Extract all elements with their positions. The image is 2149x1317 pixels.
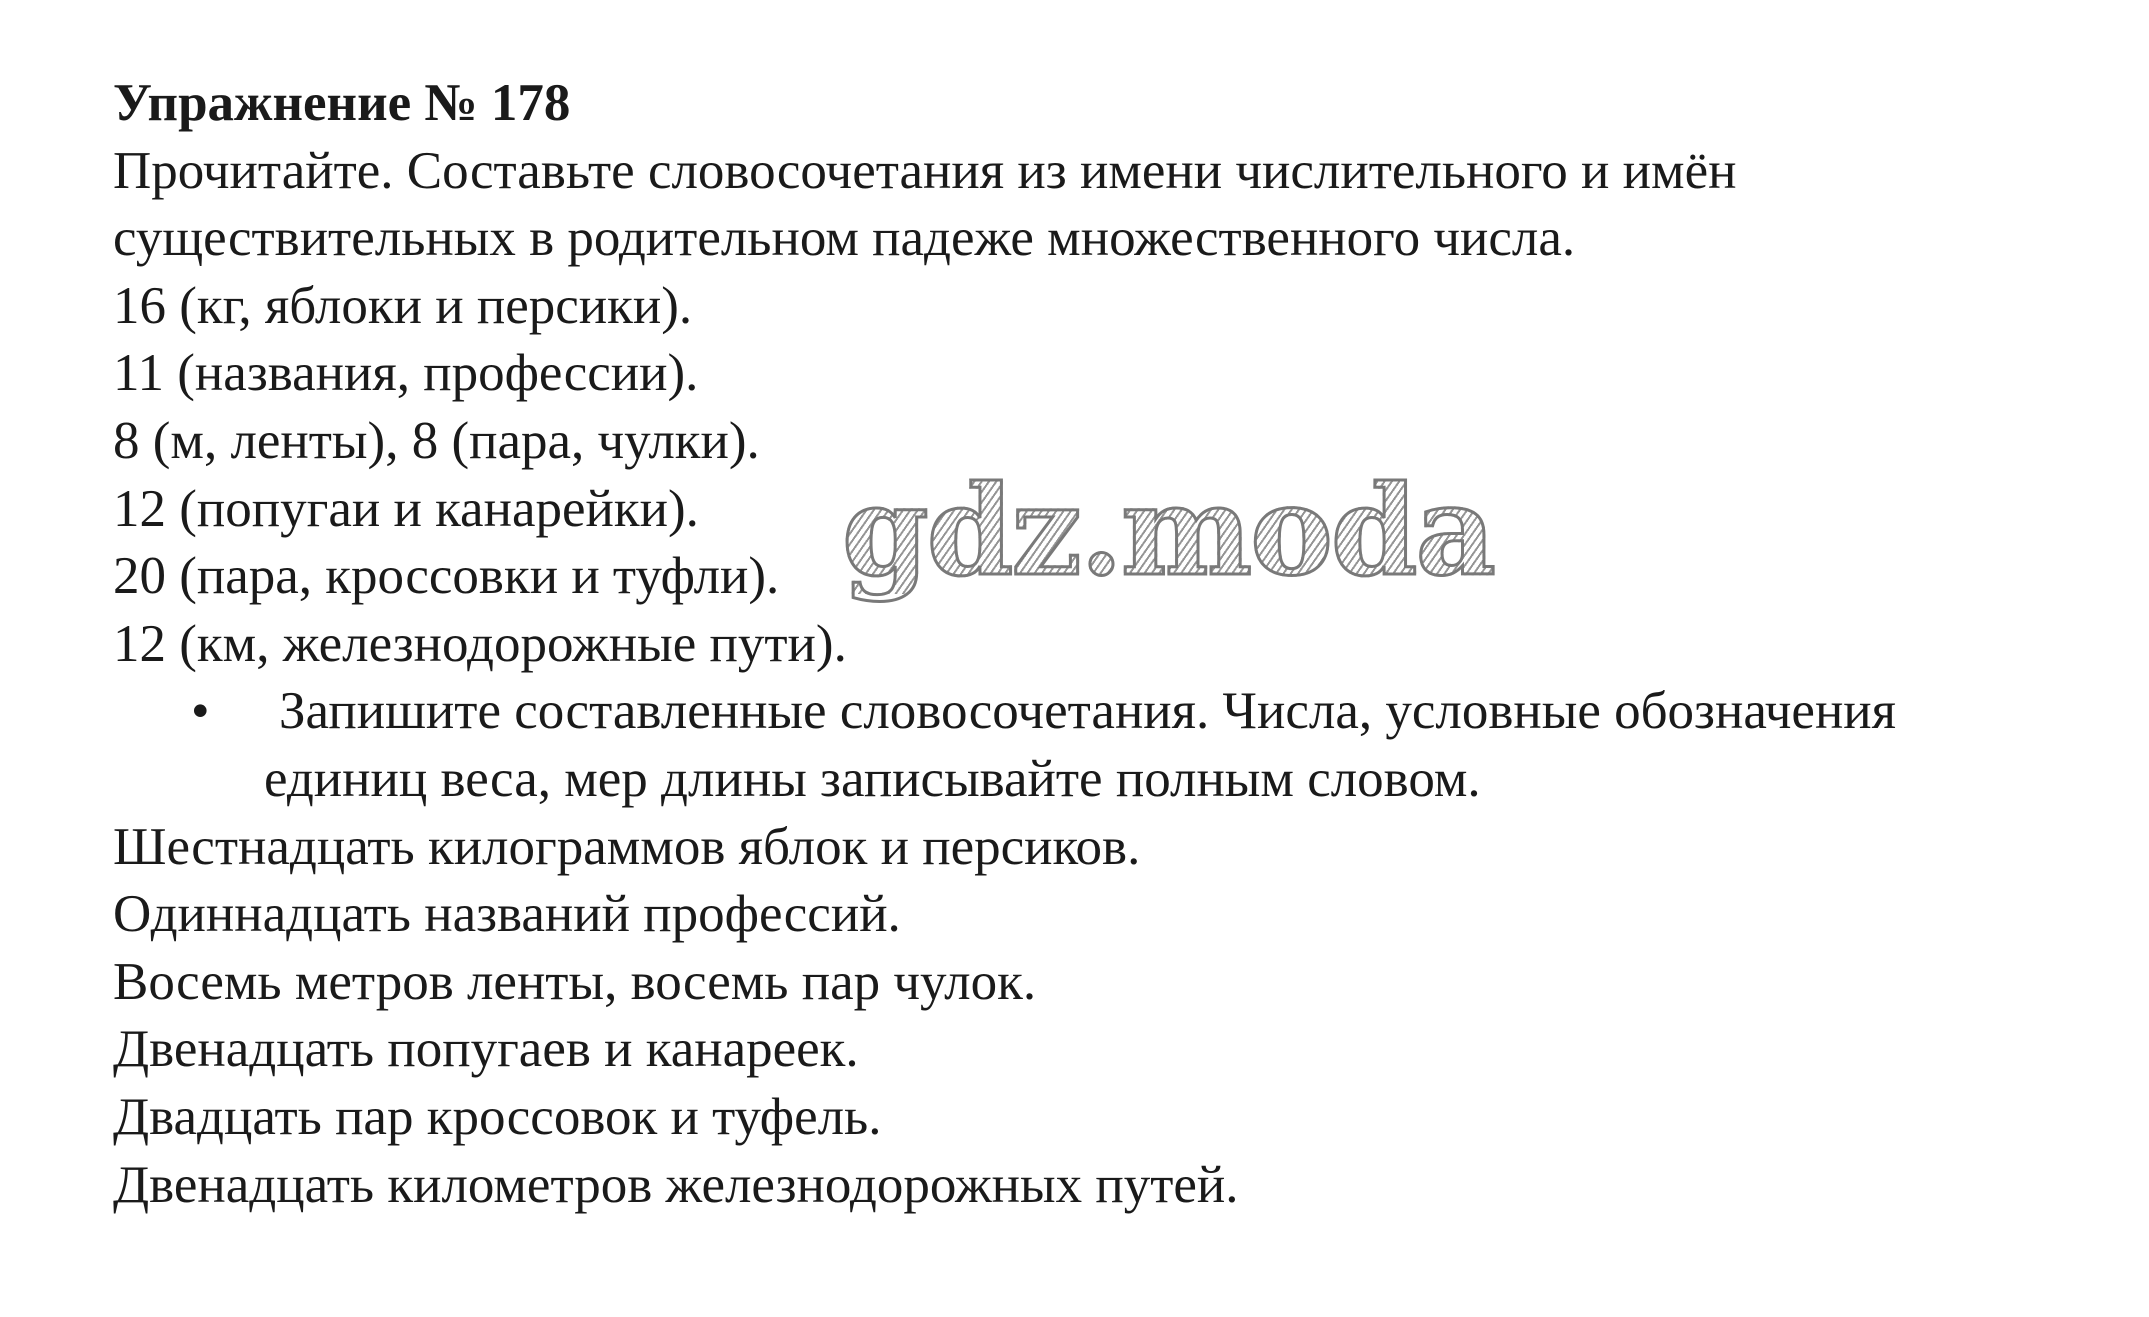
exercise-title: Упражнение № 178: [113, 74, 571, 132]
answer-line: Шестнадцать килограммов яблок и персиков.: [113, 817, 1141, 876]
watermark-logo: gdz.moda: [842, 459, 1494, 604]
task-line: 20 (пара, кроссовки и туфли).: [113, 547, 780, 606]
task-line: 8 (м, ленты), 8 (пара, чулки).: [113, 411, 760, 470]
answer-line: Двадцать пар кроссовок и туфель.: [113, 1087, 882, 1146]
answer-line: Восемь метров ленты, восемь пар чулок.: [113, 952, 1037, 1011]
task-line: 12 (попугаи и канарейки).: [113, 479, 699, 538]
answer-line: Одиннадцать названий профессий.: [113, 885, 901, 944]
task-line: 11 (названия, профессии).: [113, 344, 699, 403]
task-line: 12 (км, железнодорожные пути).: [113, 614, 847, 673]
document-page: [113, 70, 2093, 1219]
bullet-line: единиц веса, мер длины записывайте полным словом.: [264, 749, 1481, 808]
instruction-line: существительных в родительном падеже множественного числа.: [113, 209, 1576, 268]
answer-line: Двенадцать попугаев и канареек.: [113, 1020, 859, 1079]
bullet-line: Запишите составленные словосочетания. Числа, условные обозначения: [279, 682, 1897, 741]
task-line: 16 (кг, яблоки и персики).: [113, 276, 693, 335]
bullet-instruction: [113, 678, 2093, 813]
bullet-icon: •: [191, 682, 210, 741]
instruction-line: Прочитайте. Составьте словосочетания из имени числительного и имён: [113, 141, 1737, 200]
answer-line: Двенадцать километров железнодорожных путей.: [113, 1155, 1239, 1214]
